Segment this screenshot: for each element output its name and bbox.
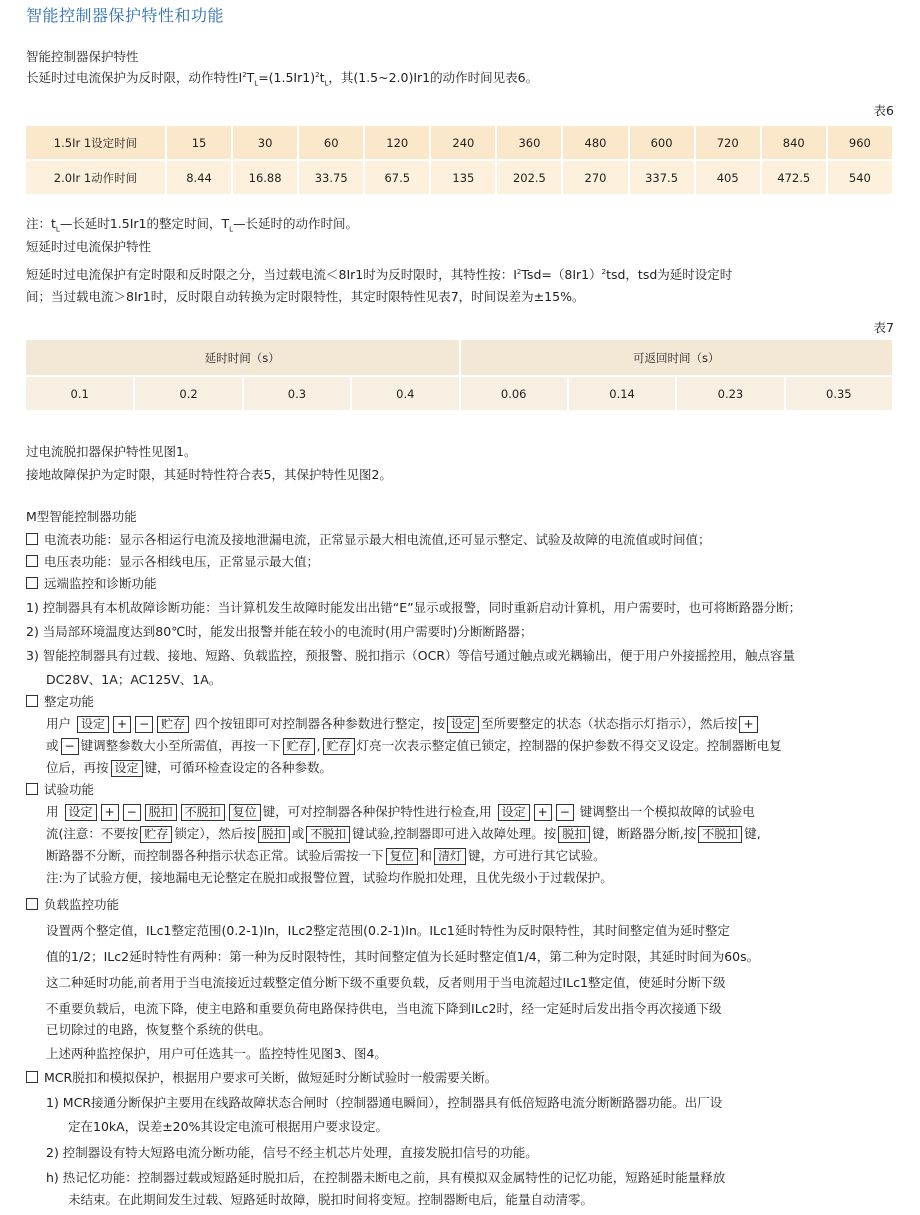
table-cell: 0.2 bbox=[134, 376, 242, 411]
checkbox-icon bbox=[26, 533, 38, 545]
checkbox-icon bbox=[26, 577, 38, 589]
test-text-1: 用 设定 + − 脱扣 不脱扣 复位 键，可对控制器各种保护特性进行检查,用 设定 + − 键调整出一个模拟故障的试验电 bbox=[46, 804, 755, 819]
store-key: 贮存 bbox=[157, 716, 189, 733]
table-cell: 360 bbox=[496, 126, 562, 160]
table-cell: 8.44 bbox=[166, 160, 232, 195]
table7-head-return: 可返回时间（s） bbox=[460, 340, 894, 376]
checkbox-icon bbox=[26, 783, 38, 795]
table-cell: 600 bbox=[629, 126, 695, 160]
set-key: 设定 bbox=[111, 760, 143, 777]
load-text: 已切除过的电路，恢复整个系统的供电。 bbox=[46, 1022, 272, 1037]
table-row bbox=[26, 376, 893, 411]
table-row bbox=[26, 126, 893, 160]
store-key: 贮存 bbox=[323, 738, 355, 755]
minus-key: − bbox=[123, 804, 141, 821]
table-cell: 0.1 bbox=[26, 376, 134, 411]
setting-text-1: 用户 设定 + − 贮存 四个按钮即可对控制器各种参数进行整定，按 设定 至所要整定的状态（状态指示灯指示），然后按 + bbox=[46, 715, 760, 733]
load-text: 值的1/2；ILc2延时特性有两种：第一种为反时限特性，其时间整定值为长延时整定值1/4，第二种为定时限，其延时时间为60s。 bbox=[46, 949, 760, 964]
table-row bbox=[26, 160, 893, 195]
list-item: h) 热记忆功能：控制器过载或短路延时脱扣后，在控制器未断电之前，具有模拟双金属特性的记忆功能，短路延时能量释放 bbox=[46, 1170, 726, 1185]
test-text-2: 流(注意：不要按 贮存 锁定），然后按 脱扣 或 不脱扣 键试验,控制器即可进入故障处理。按 脱扣 键，断路器分断,按 不脱扣 键, bbox=[46, 826, 761, 841]
list-item: 定在10kA，误差±20%其设定电流可根据用户要求设定。 bbox=[68, 1119, 388, 1134]
table-cell: 405 bbox=[695, 160, 761, 195]
test-text-3: 断路器不分断，而控制器各种指示状态正常。试验后需按一下 复位 和 清灯 键，方可进行其它试验。 bbox=[46, 848, 606, 863]
table-cell: 472.5 bbox=[761, 160, 827, 195]
load-text: 这二种延时功能,前者用于当电流接近过载整定值分断下级不重要负载，反者则用于当电流超过ILc1整定值，使延时分断下级 bbox=[46, 975, 726, 990]
table-cell: 0.35 bbox=[785, 376, 893, 411]
setting-text-2: 或 − 键调整参数大小至所需值，再按一下 贮存 , 贮存 灯亮一次表示整定值已锁定，控制器的保护参数不得交叉设定。控制器断电复 bbox=[46, 738, 782, 753]
list-item: 2) 当局部环境温度达到80℃时，能发出报警并能在较小的电流时(用户需要时)分断断路器； bbox=[26, 624, 533, 639]
table-cell: 202.5 bbox=[496, 160, 562, 195]
no-trip-key: 不脱扣 bbox=[306, 826, 350, 843]
minus-key: − bbox=[556, 804, 574, 821]
table-cell: 15 bbox=[166, 126, 232, 160]
paragraph: 过电流脱扣器保护特性见图1。 bbox=[26, 444, 197, 459]
feature-test: 试验功能 bbox=[26, 781, 94, 799]
table-cell: 67.5 bbox=[364, 160, 430, 195]
set-key: 设定 bbox=[498, 804, 530, 821]
table6-label: 表6 bbox=[873, 103, 894, 118]
trip-key: 脱扣 bbox=[145, 804, 177, 821]
trip-key: 脱扣 bbox=[258, 826, 290, 843]
store-key: 贮存 bbox=[283, 738, 315, 755]
test-note: 注:为了试验方便，接地漏电无论整定在脱扣或报警位置，试验均作脱扣处理，且优先级小于过载保护。 bbox=[46, 870, 613, 885]
table-cell: 240 bbox=[430, 126, 496, 160]
table-cell: 840 bbox=[761, 126, 827, 160]
section-heading-long-delay: 智能控制器保护特性 bbox=[26, 49, 139, 64]
list-item: 1) MCR接通分断保护主要用在线路故障状态合闸时（控制器通电瞬间），控制器具有低倍短路电流分断断路器功能。出厂设 bbox=[46, 1095, 723, 1110]
reset-key: 复位 bbox=[229, 804, 261, 821]
long-delay-text: 长延时过电流保护为反时限，动作特性$I^2T_L=(1.5Ir1)^2t_L$，其(1.5~2.0)Ir1的动作时间见表6。 bbox=[26, 70, 539, 88]
plus-key: + bbox=[534, 804, 552, 821]
checkbox-icon bbox=[26, 555, 38, 567]
page-title: 智能控制器保护特性和功能 bbox=[26, 6, 225, 25]
table-row bbox=[26, 340, 893, 376]
table6 bbox=[26, 126, 894, 196]
table7-label: 表7 bbox=[873, 320, 894, 335]
trip-key: 脱扣 bbox=[558, 826, 590, 843]
table7 bbox=[26, 340, 894, 412]
list-item: 2) 控制器设有特大短路电流分断功能，信号不经主机芯片处理，直接发脱扣信号的功能。 bbox=[46, 1145, 538, 1160]
table-cell: 337.5 bbox=[629, 160, 695, 195]
reset-key: 复位 bbox=[386, 848, 418, 865]
table-cell: 0.06 bbox=[460, 376, 568, 411]
list-item: 3) 智能控制器具有过载、接地、短路、负载监控，预报警、脱扣指示（OCR）等信号通过触点或光耦输出，便于用户外接摇控用，触点容量 bbox=[26, 648, 796, 663]
section-heading-short-delay: 短延时过电流保护特性 bbox=[26, 239, 152, 254]
table6-note: 注：$t_L—$长延时1.5Ir1的整定时间，$T_L—$长延时的动作时间。 bbox=[26, 216, 359, 234]
minus-key: − bbox=[135, 716, 153, 733]
table-cell: 135 bbox=[430, 160, 496, 195]
table7-head-delay: 延时时间（s） bbox=[26, 340, 460, 376]
store-key: 贮存 bbox=[140, 826, 172, 843]
load-text: 不重要负载后，电流下降，使主电路和重要负荷电路保持供电，当电流下降到ILc2时，经一定延时后发出指令再次接通下级 bbox=[46, 1001, 722, 1016]
list-item: 未结束。在此期间发生过载、短路延时故障，脱扣时间将变短。控制器断电后，能量自动清零。 bbox=[68, 1192, 594, 1207]
checkbox-icon bbox=[26, 695, 38, 707]
table-row-head: 2.0Ir 1动作时间 bbox=[26, 160, 166, 195]
section-heading-m-type: M型智能控制器功能 bbox=[26, 509, 137, 524]
table-cell: 16.88 bbox=[232, 160, 298, 195]
table-cell: 720 bbox=[695, 126, 761, 160]
table-cell: 0.4 bbox=[351, 376, 459, 411]
no-trip-key: 不脱扣 bbox=[698, 826, 742, 843]
table-cell: 33.75 bbox=[298, 160, 364, 195]
table-cell: 0.23 bbox=[676, 376, 784, 411]
plus-key: + bbox=[113, 716, 131, 733]
no-trip-key: 不脱扣 bbox=[181, 804, 225, 821]
clear-led-key: 清灯 bbox=[434, 848, 466, 865]
plus-key: + bbox=[101, 804, 119, 821]
set-key: 设定 bbox=[447, 716, 479, 733]
load-text: 设置两个整定值，ILc1整定范围(0.2-1)In，ILc2整定范围(0.2-1)In。ILc1延时特性为反时限特性，其时间整定值为延时整定 bbox=[46, 923, 730, 938]
setting-text-3: 位后，再按 设定 键，可循环检查设定的各种参数。 bbox=[46, 760, 333, 775]
feature-ammeter: 电流表功能：显示各相运行电流及接地泄漏电流，正常显示最大相电流值,还可显示整定、试验及故障的电流值或时间值； bbox=[26, 531, 710, 549]
load-text: 上述两种监控保护，用户可任选其一。监控特性见图3、图4。 bbox=[46, 1046, 387, 1061]
minus-key: − bbox=[61, 738, 79, 755]
table-cell: 30 bbox=[232, 126, 298, 160]
short-delay-text-2: 间；当过载电流＞8Ir1时，反时限自动转换为定时限特性，其定时限特性见表7，时间误差为±15%。 bbox=[26, 289, 585, 304]
table-row-head: 1.5Ir 1设定时间 bbox=[26, 126, 166, 160]
checkbox-icon bbox=[26, 898, 38, 910]
checkbox-icon bbox=[26, 1071, 38, 1083]
table-cell: 0.14 bbox=[568, 376, 676, 411]
feature-setting: 整定功能 bbox=[26, 693, 94, 711]
set-key: 设定 bbox=[77, 716, 109, 733]
table-cell: 960 bbox=[827, 126, 893, 160]
feature-load-monitor: 负载监控功能 bbox=[26, 896, 119, 914]
feature-voltmeter: 电压表功能：显示各相线电压，正常显示最大值； bbox=[26, 553, 319, 571]
table-cell: 270 bbox=[562, 160, 628, 195]
table-cell: 0.3 bbox=[243, 376, 351, 411]
feature-mcr: MCR脱扣和模拟保护，根据用户要求可关断，做短延时分断试验时一般需要关断。 bbox=[26, 1069, 497, 1087]
table-cell: 540 bbox=[827, 160, 893, 195]
list-item: DC28V、1A；AC125V、1A。 bbox=[46, 672, 222, 687]
table-cell: 60 bbox=[298, 126, 364, 160]
list-item: 1) 控制器具有本机故障诊断功能：当计算机发生故障时能发出出错“E”显示或报警，同时重新启动计算机，用户需要时，也可将断路器分断； bbox=[26, 600, 802, 615]
table-cell: 120 bbox=[364, 126, 430, 160]
paragraph: 接地故障保护为定时限，其延时特性符合表5，其保护特性见图2。 bbox=[26, 467, 392, 482]
table-cell: 480 bbox=[562, 126, 628, 160]
plus-key: + bbox=[739, 716, 757, 733]
set-key: 设定 bbox=[65, 804, 97, 821]
feature-remote: 远端监控和诊断功能 bbox=[26, 575, 157, 593]
short-delay-text-1: 短延时过电流保护有定时限和反时限之分，当过载电流＜8Ir1时为反时限时，其特性按：$I^2Tsd=(8Ir1)^2tsd$，tsd为延时设定时 bbox=[26, 267, 733, 283]
